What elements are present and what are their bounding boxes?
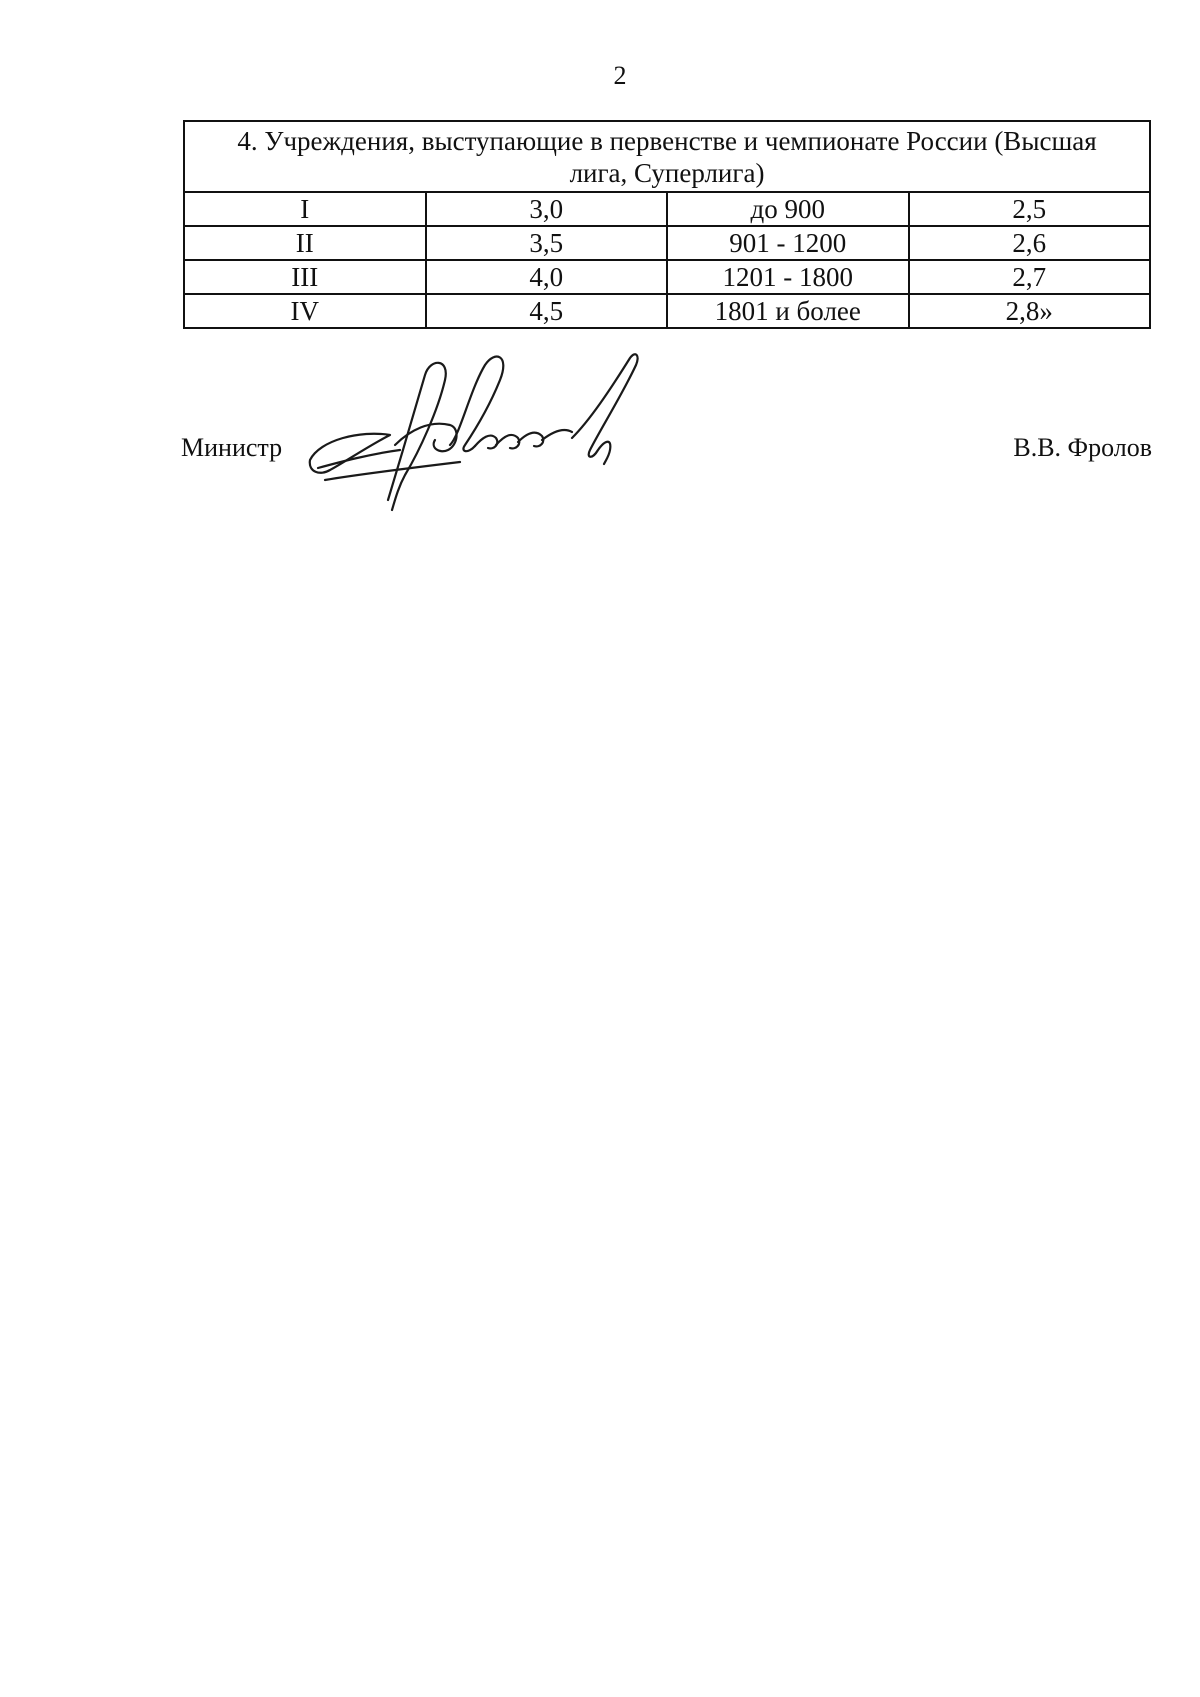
handwritten-signature-icon [300,350,680,520]
table-cell-coefficient: 4,0 [426,260,668,294]
table-row [184,294,1150,328]
table-cell-category: III [184,260,426,294]
table-cell-value: 2,6 [909,226,1151,260]
table-cell-value: 2,7 [909,260,1151,294]
table-cell-category: IV [184,294,426,328]
table-cell-range: 1201 - 1800 [667,260,909,294]
table-section-header-row [184,121,1150,192]
table-cell-value: 2,8» [909,294,1151,328]
table-section-header: 4. Учреждения, выступающие в первенстве и чемпионате России (Высшая лига, Суперлига) [184,121,1150,192]
table-cell-range: 1801 и более [667,294,909,328]
table-row [184,260,1150,294]
table-cell-coefficient: 4,5 [426,294,668,328]
table-cell-category: II [184,226,426,260]
coefficients-table [183,120,1151,329]
table-cell-value: 2,5 [909,192,1151,226]
signatory-title: Министр [181,433,283,462]
table-cell-range: 901 - 1200 [667,226,909,260]
signatory-name: В.В. Фролов [1013,433,1152,462]
table-cell-range: до 900 [667,192,909,226]
table-row [184,226,1150,260]
page-number: 2 [613,61,627,90]
table-row [184,192,1150,226]
table-cell-coefficient: 3,5 [426,226,668,260]
table-cell-coefficient: 3,0 [426,192,668,226]
table-cell-category: I [184,192,426,226]
